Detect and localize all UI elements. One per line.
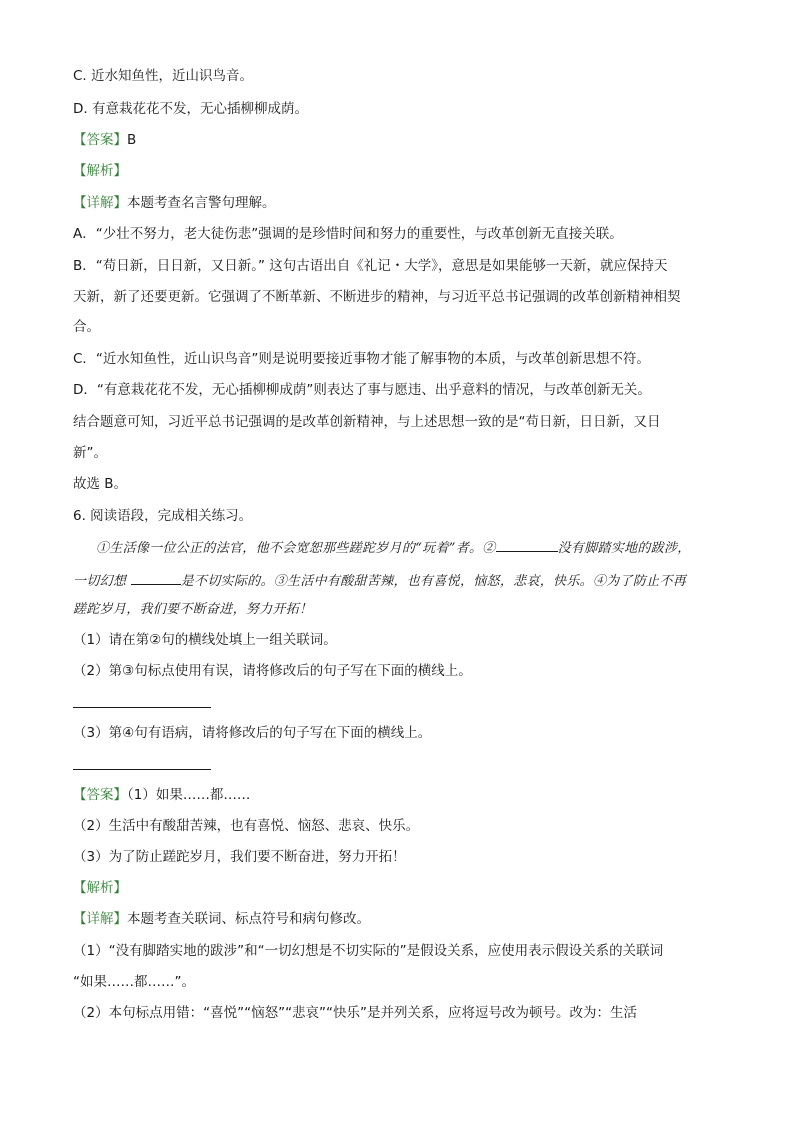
detail-tag: 【详解】: [73, 195, 127, 211]
q6-passage-line1: [96, 537, 691, 559]
q5-analysis-tag: 【解析】: [73, 163, 127, 179]
blank-1[interactable]: [496, 537, 558, 552]
blank-2[interactable]: [131, 570, 181, 585]
q5-answer: [73, 130, 136, 150]
q6-exp1-line2: “如果……都……”。: [73, 974, 195, 990]
answer-1-text: （1）如果……都……: [127, 787, 251, 803]
passage-text: 没有脚踏实地的跋涉，: [557, 541, 691, 556]
q6-passage-line3: 蹉跎岁月，我们要不断奋进，努力开拓！: [73, 602, 313, 617]
q6-answer-2: （2）生活中有酸甜苦辣，也有喜悦、恼怒、悲哀、快乐。: [73, 818, 420, 834]
q6-passage-line2: [73, 570, 686, 592]
passage-text: 是不切实际的。③生活中有酸甜苦辣，也有喜悦，恼怒，悲哀，快乐。④为了防止不再: [180, 574, 687, 589]
q6-sub1: （1）请在第②句的横线处填上一组关联词。: [73, 632, 337, 648]
answer-line-3[interactable]: [73, 769, 211, 770]
q6-exp2-line1: （2）本句标点用错：“喜悦”“恼怒”“悲哀”“快乐”是并列关系，应将逗号改为顿号。改为：生活: [73, 1005, 638, 1021]
answer-value: B: [127, 132, 137, 148]
q5-conclusion-line2: 新”。: [73, 445, 107, 461]
q5-explain-b-line3: 合。: [73, 319, 100, 335]
q5-explain-d: D．“有意栽花花不发，无心插柳柳成荫”则表达了事与愿违、出乎意料的情况，与改革创新无关。: [73, 382, 651, 398]
q6-answer-3: （3）为了防止蹉跎岁月，我们要不断奋进，努力开拓！: [73, 849, 406, 865]
q6-detail: [73, 909, 370, 929]
q5-explain-c: C．“近水知鱼性，近山识鸟音”则是说明要接近事物才能了解事物的本质，与改革创新思想不符。: [73, 351, 650, 367]
q5-explain-a: A．“少壮不努力，老大徒伤悲”强调的是珍惜时间和努力的重要性，与改革创新无直接关联。: [73, 226, 623, 242]
q5-conclusion-line1: 结合题意可知，习近平总书记强调的是改革创新精神，与上述思想一致的是“苟日新，日日新，又日: [73, 414, 661, 430]
option-d: D. 有意栽花花不发，无心插柳柳成荫。: [73, 101, 308, 117]
option-c: C. 近水知鱼性，近山识鸟音。: [73, 68, 254, 84]
passage-text: ①生活像一位公正的法官，他不会宽恕那些蹉跎岁月的“玩着”者。②: [96, 541, 496, 556]
q6-analysis-tag: 【解析】: [73, 880, 127, 896]
q6-exp1-line1: （1）“没有脚踏实地的跋涉”和“一切幻想是不切实际的”是假设关系，应使用表示假设关系的关联词: [73, 943, 664, 959]
q6-answer-1: [73, 785, 250, 805]
detail-intro: 本题考查名言警句理解。: [127, 195, 276, 211]
detail-tag: 【详解】: [73, 911, 127, 927]
q5-explain-b-line2: 天新，新了还要更新。它强调了不断革新、不断进步的精神，与习近平总书记强调的改革创新精神相契: [73, 289, 681, 305]
q6-sub2: （2）第③句标点使用有误，请将修改后的句子写在下面的横线上。: [73, 663, 472, 679]
passage-text: 一切幻想: [73, 574, 127, 589]
answer-line-2[interactable]: [73, 707, 211, 708]
q6-sub3: （3）第④句有语病，请将修改后的句子写在下面的横线上。: [73, 725, 432, 741]
q6-title: 6. 阅读语段，完成相关练习。: [73, 508, 253, 524]
answer-tag: 【答案】: [73, 132, 127, 148]
q5-detail: [73, 193, 276, 213]
answer-tag: 【答案】: [73, 787, 127, 803]
detail-intro: 本题考查关联词、标点符号和病句修改。: [127, 911, 370, 927]
q5-explain-b-line1: B．“苟日新，日日新，又日新。” 这句古语出自《礼记・大学》，意思是如果能够一天新，就应保持天: [73, 258, 668, 274]
q5-choose: 故选 B。: [73, 476, 128, 492]
